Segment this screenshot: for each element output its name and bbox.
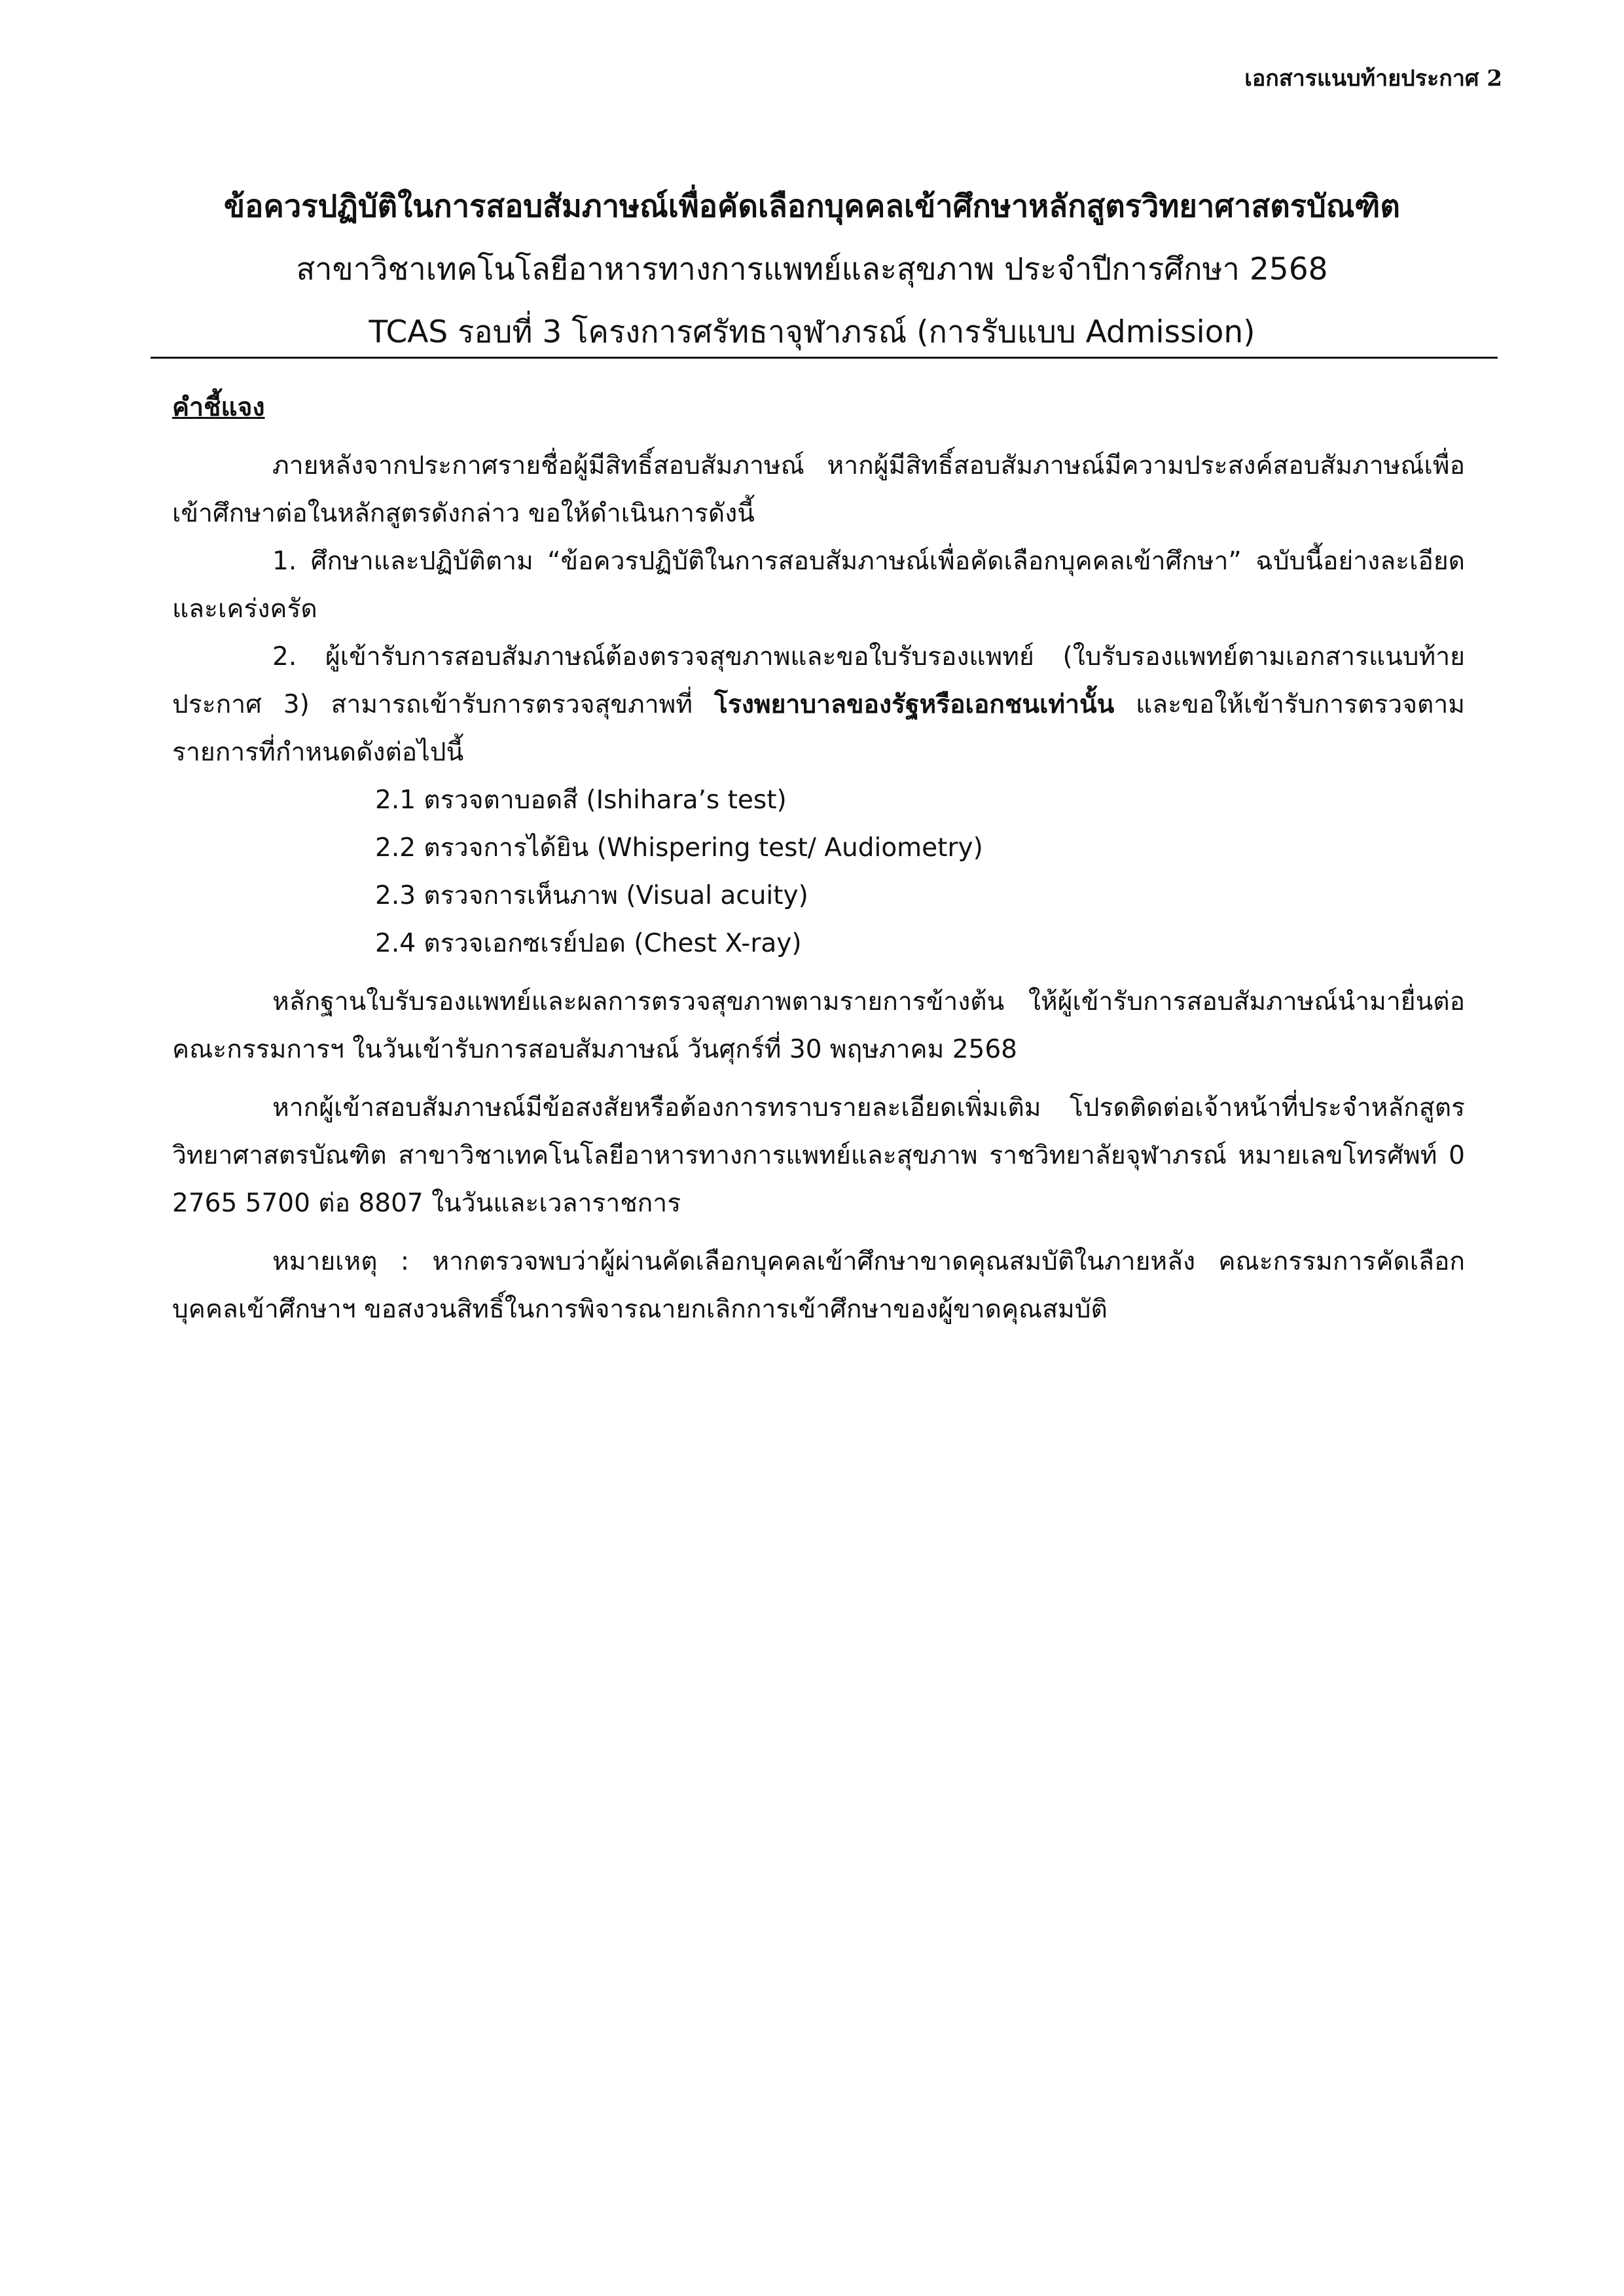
check-item-hearing: 2.2 ตรวจการได้ยิน (Whispering test/ Audiometry) xyxy=(375,833,983,863)
section-heading: คำชี้แจง xyxy=(172,393,265,422)
evidence-paragraph: หลักฐานใบรับรองแพทย์และผลการตรวจสุขภาพตามรายการข้างต้น ให้ผู้เข้ารับการสอบสัมภาษณ์นำมายื่นต่อคณะกรรมการฯ ในวันเข้ารับการสอบสัมภาษณ์ วันศุกร์ที่ 30 พฤษภาคม 2568 xyxy=(172,987,1465,1064)
check-item-visual-acuity: 2.3 ตรวจการเห็นภาพ (Visual acuity) xyxy=(375,881,808,910)
instruction-item-1: 1. ศึกษาและปฏิบัติตาม “ข้อควรปฏิบัติในการสอบสัมภาษณ์เพื่อคัดเลือกบุคคลเข้าศึกษา” ฉบับนี้อย่างละเอียดและเคร่งครัด xyxy=(172,547,1465,624)
title-line-1: ข้อควรปฏิบัติในการสอบสัมภาษณ์เพื่อคัดเลือกบุคคลเข้าศึกษาหลักสูตรวิทยาศาสตรบัณฑิต xyxy=(224,188,1400,224)
remark-paragraph: หมายเหตุ : หากตรวจพบว่าผู้ผ่านคัดเลือกบุคคลเข้าศึกษาขาดคุณสมบัติในภายหลัง คณะกรรมการคัดเลือกบุคคลเข้าศึกษาฯ ขอสงวนสิทธิ์ในการพิจารณายกเลิกการเข้าศึกษาของผู้ขาดคุณสมบัติ xyxy=(172,1247,1465,1324)
attachment-label: เอกสารแนบท้ายประกาศ 2 xyxy=(1244,65,1502,92)
contact-paragraph: หากผู้เข้าสอบสัมภาษณ์มีข้อสงสัยหรือต้องการทราบรายละเอียดเพิ่มเติม โปรดติดต่อเจ้าหน้าที่ประจำหลักสูตรวิทยาศาสตรบัณฑิต สาขาวิชาเทคโนโลยีอาหารทางการแพทย์และสุขภาพ ราชวิทยาลัยจุฬาภรณ์ หมายเลขโทรศัพท์ 0 2765 5700 ต่อ 8807 ในวันและเวลาราชการ xyxy=(172,1093,1465,1218)
check-item-chest-xray: 2.4 ตรวจเอกซเรย์ปอด (Chest X-ray) xyxy=(375,929,802,958)
intro-paragraph: ภายหลังจากประกาศรายชื่อผู้มีสิทธิ์สอบสัมภาษณ์ หากผู้มีสิทธิ์สอบสัมภาษณ์มีความประสงค์สอบสัมภาษณ์เพื่อเข้าศึกษาต่อในหลักสูตรดังกล่าว ขอให้ดำเนินการดังนี้ xyxy=(172,451,1465,528)
document-body xyxy=(172,384,1465,1333)
title-line-3: TCAS รอบที่ 3 โครงการศรัทธาจุฬาภรณ์ (การรับแบบ Admission) xyxy=(369,314,1255,350)
check-item-color-blindness: 2.1 ตรวจตาบอดสี (Ishihara’s test) xyxy=(375,785,787,815)
title-divider xyxy=(151,357,1498,359)
instruction-item-2 xyxy=(172,633,1465,776)
health-check-list xyxy=(375,776,1465,967)
instruction-item-2-tail: และขอให้เข้ารับการตรวจตามรายการที่กำหนดดังต่อไปนี้ xyxy=(172,690,1465,767)
document-title xyxy=(0,175,1624,364)
title-line-2: สาขาวิชาเทคโนโลยีอาหารทางการแพทย์และสุขภาพ ประจำปีการศึกษา 2568 xyxy=(296,251,1328,287)
hospital-requirement: โรงพยาบาลของรัฐหรือเอกชนเท่านั้น xyxy=(713,690,1115,719)
instruction-item-2-text: 2. ผู้เข้ารับการสอบสัมภาษณ์ต้องตรวจสุขภาพและขอใบรับรองแพทย์ (ใบรับรองแพทย์ตามเอกสารแนบท้ายประกาศ 3) สามารถเข้ารับการตรวจสุขภาพที่ xyxy=(172,642,1465,719)
